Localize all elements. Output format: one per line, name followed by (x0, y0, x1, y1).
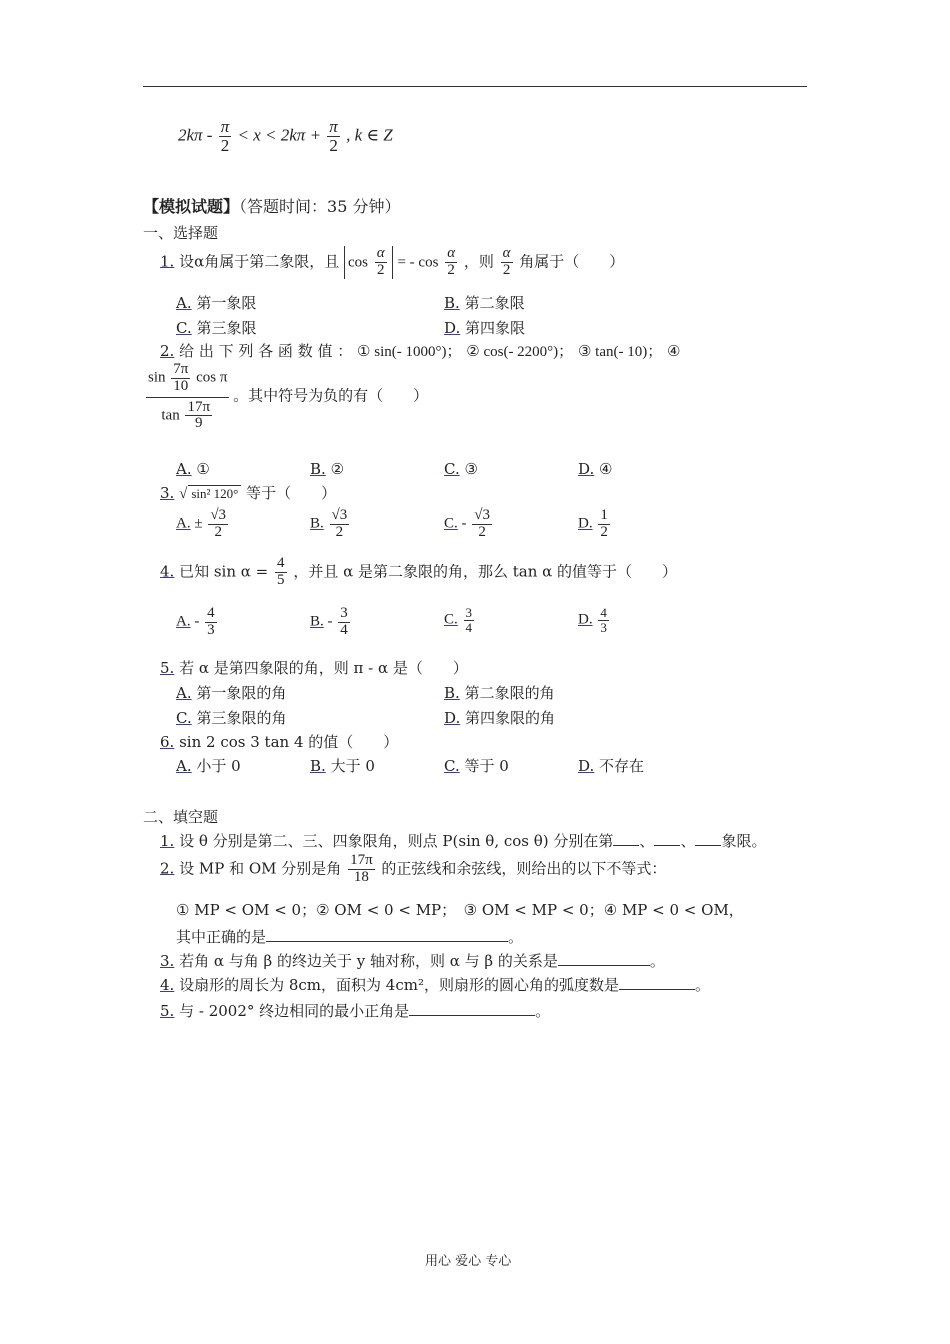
p1-q5-opt-c: C. 第三象限的角 (176, 709, 287, 727)
p1-q1-opt-d: D. 第四象限 (444, 319, 526, 337)
part1-heading: 一、选择题 (143, 224, 219, 242)
p1-q1: 1. 设α角属于第二象限，且 cos $\frac{\alpha}{2}$ = - cos $\frac{\alpha}{2}$ ，则 $\frac{\alpha}{2}$ 角属于（ ） (160, 245, 625, 278)
p1-q3-opt-d: D. $\frac{1}{2}$ (578, 507, 608, 540)
p1-q5-opt-b: B. 第二象限的角 (444, 684, 555, 702)
p1-q6-opt-a: A. 小于 0 (176, 757, 241, 775)
p1-q6-opt-c: C. 等于 0 (444, 757, 509, 775)
p1-q4-opt-a: A. - $\frac{4}{3}$ (176, 605, 215, 638)
p1-q5-opt-d: D. 第四象限的角 (444, 709, 556, 727)
p1-q3-opt-c: C. - $\frac{√3}{2}$ (444, 507, 490, 540)
p1-q2-opt-c: C. ③ (444, 460, 478, 478)
p1-q6-opt-d: D. 不存在 (578, 757, 645, 775)
p1-q2-opt-b: B. ② (310, 460, 345, 478)
p1-q2-fraction: sin $\frac{7\pi}{10}$ cos π tan $\frac{17\pi}{9}$ 。其中符号为负的有（ ） (148, 361, 429, 432)
p1-q2: 2. 给 出 下 列 各 函 数 值 ： ① sin(- 1000°)； ② cos(- 2200°)； ③ tan(- 10)； ④ (160, 342, 681, 360)
p1-q2-opt-a: A. ① (176, 460, 210, 478)
p1-q1-opt-b: B. 第二象限 (444, 294, 525, 312)
p1-q1-opt-c: C. 第三象限 (176, 319, 257, 337)
p1-q5-opt-a: A. 第一象限的角 (176, 684, 287, 702)
section-title: 【模拟试题】（答题时间：35 分钟） (143, 197, 401, 216)
p1-q3-opt-b: B. $\frac{√3}{2}$ (310, 507, 348, 540)
p1-q4-opt-c: C. $\frac{3}{4}$ (444, 605, 473, 635)
p1-q4-opt-b: B. - $\frac{3}{4}$ (310, 605, 348, 638)
footer-text: 用心 爱心 专心 (425, 1254, 512, 1269)
p1-q3-opt-a: A. ± $\frac{√3}{2}$ (176, 507, 227, 540)
header-formula: 2kπ - $\frac{\pi}{2}$ < x < 2kπ + $\frac{\pi}{2}$ , k ∈ Z (178, 117, 393, 155)
p1-q6-opt-b: B. 大于 0 (310, 757, 375, 775)
p2-q4: 4. 设扇形的周长为 8cm，面积为 4cm²，则扇形的圆心角的弧度数是 。 (160, 976, 710, 994)
p1-q1-opt-a: A. 第一象限 (176, 294, 257, 312)
p2-q3: 3. 若角 α 与角 β 的终边关于 y 轴对称，则 α 与 β 的关系是 。 (160, 952, 665, 970)
p2-q5: 5. 与 - 2002° 终边相同的最小正角是 。 (160, 1002, 551, 1020)
p2-q2-inequalities: ① MP < OM < 0；② OM < 0 < MP； ③ OM < MP < 0；④ MP < 0 < OM， (176, 901, 744, 919)
p2-q1: 1. 设 θ 分别是第二、三、四象限角，则点 P(sin θ, cos θ) 分别在第 、 、 象限。 (160, 832, 767, 850)
header-rule (143, 86, 807, 87)
p1-q2-opt-d: D. ④ (578, 460, 613, 478)
p1-q6: 6. sin 2 cos 3 tan 4 的值（ ） (160, 733, 399, 751)
part2-heading: 二、填空题 (143, 808, 219, 826)
p2-q2: 2. 设 MP 和 OM 分别是角 $\frac{17\pi}{18}$ 的正弦线和余弦线，则给出的以下不等式： (160, 852, 667, 885)
p2-q2-answer: 其中正确的是 。 (176, 928, 524, 946)
p1-q3: 3. √ sin² 120° 等于（ ） (160, 484, 337, 502)
p1-q4-opt-d: D. $\frac{4}{3}$ (578, 605, 607, 635)
p1-q4: 4. 已知 sin α = $\frac{4}{5}$ ，并且 α 是第二象限的角，那么 tan α 的值等于（ ） (160, 555, 678, 588)
p1-q5: 5. 若 α 是第四象限的角，则 π - α 是（ ） (160, 659, 468, 677)
